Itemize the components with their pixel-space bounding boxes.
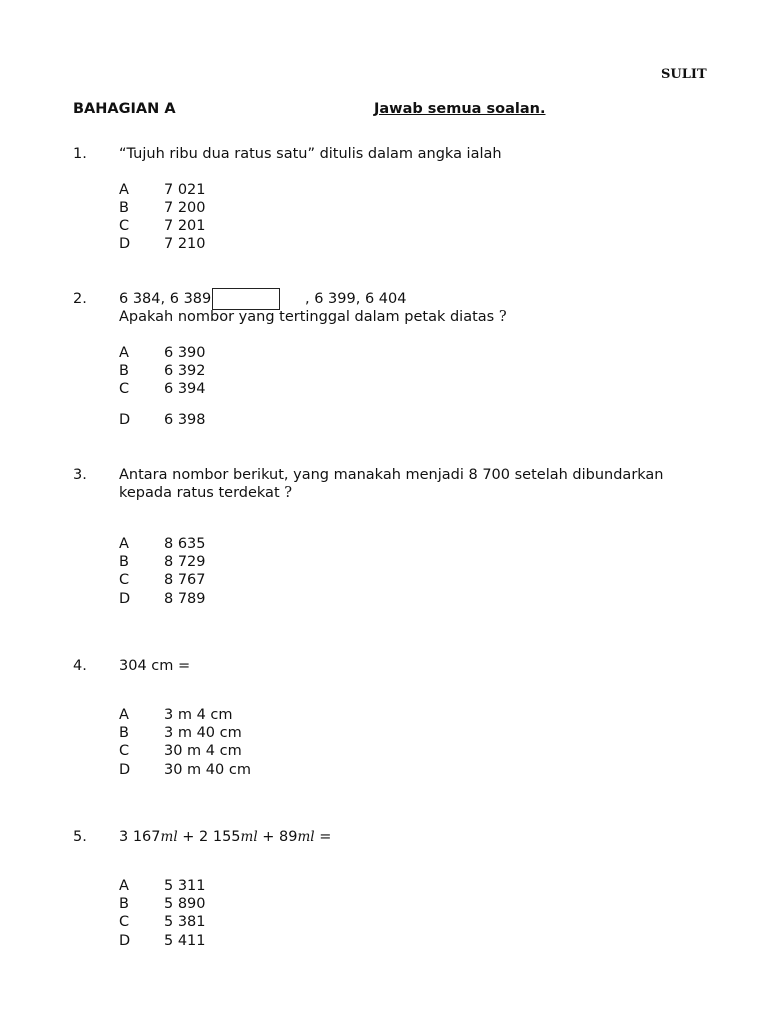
question-mark: ? bbox=[284, 485, 293, 501]
option-value: 8 789 bbox=[164, 591, 206, 607]
option-value: 8 729 bbox=[164, 554, 206, 570]
question-text: “Tujuh ribu dua ratus satu” ditulis dalam angka ialah bbox=[119, 146, 502, 162]
option-value: 6 394 bbox=[164, 381, 206, 397]
operand-1: 3 167 bbox=[119, 829, 161, 845]
option-letter: D bbox=[119, 933, 131, 949]
question-number: 3. bbox=[73, 467, 87, 483]
instruction-text: Jawab semua soalan. bbox=[374, 101, 546, 117]
question-text-line-1: Antara nombor berikut, yang manakah menjadi 8 700 setelah dibundarkan bbox=[119, 467, 664, 483]
option-value: 5 311 bbox=[164, 878, 206, 894]
option-value: 6 392 bbox=[164, 363, 206, 379]
sequence-after: , 6 399, 6 404 bbox=[305, 291, 407, 307]
option-letter: C bbox=[119, 218, 130, 234]
option-letter: C bbox=[119, 914, 130, 930]
question-text bbox=[119, 308, 507, 326]
option-value: 8 767 bbox=[164, 572, 206, 588]
option-letter: D bbox=[119, 236, 131, 252]
option-value: 5 381 bbox=[164, 914, 206, 930]
option-value: 6 390 bbox=[164, 345, 206, 361]
section-title: BAHAGIAN A bbox=[73, 101, 176, 117]
option-letter: C bbox=[119, 572, 130, 588]
unit-ml: ml bbox=[160, 829, 178, 845]
option-letter: C bbox=[119, 381, 130, 397]
option-value: 7 210 bbox=[164, 236, 206, 252]
question-text bbox=[119, 828, 331, 846]
option-value: 5 411 bbox=[164, 933, 206, 949]
option-value: 8 635 bbox=[164, 536, 206, 552]
option-letter: A bbox=[119, 878, 129, 894]
option-letter: B bbox=[119, 363, 129, 379]
question-number: 2. bbox=[73, 291, 87, 307]
option-letter: A bbox=[119, 536, 129, 552]
option-value: 7 200 bbox=[164, 200, 206, 216]
option-letter: D bbox=[119, 762, 131, 778]
option-letter: A bbox=[119, 182, 129, 198]
equals-sign: = bbox=[314, 829, 332, 845]
operand-3: + 89 bbox=[257, 829, 298, 845]
option-value: 3 m 40 cm bbox=[164, 725, 242, 741]
sulit-label: SULIT bbox=[661, 67, 707, 82]
option-value: 30 m 40 cm bbox=[164, 762, 251, 778]
option-letter: D bbox=[119, 591, 131, 607]
option-letter: D bbox=[119, 412, 131, 428]
question-number: 4. bbox=[73, 658, 87, 674]
option-letter: A bbox=[119, 707, 129, 723]
option-letter: B bbox=[119, 554, 129, 570]
operand-2: + 2 155 bbox=[177, 829, 241, 845]
option-letter: C bbox=[119, 743, 130, 759]
option-value: 30 m 4 cm bbox=[164, 743, 242, 759]
option-value: 7 201 bbox=[164, 218, 206, 234]
question-mark: ? bbox=[498, 309, 507, 325]
option-letter: B bbox=[119, 896, 129, 912]
question-number: 5. bbox=[73, 829, 87, 845]
sequence-before: 6 384, 6 389 bbox=[119, 291, 212, 307]
option-value: 5 890 bbox=[164, 896, 206, 912]
option-letter: A bbox=[119, 345, 129, 361]
question-number: 1. bbox=[73, 146, 87, 162]
option-value: 3 m 4 cm bbox=[164, 707, 233, 723]
unit-ml: ml bbox=[297, 829, 315, 845]
question-text-main: kepada ratus terdekat bbox=[119, 485, 280, 501]
option-value: 6 398 bbox=[164, 412, 206, 428]
question-text: 304 cm = bbox=[119, 658, 191, 674]
option-letter: B bbox=[119, 200, 129, 216]
option-letter: B bbox=[119, 725, 129, 741]
option-value: 7 021 bbox=[164, 182, 206, 198]
unit-ml: ml bbox=[240, 829, 258, 845]
question-text-main: Apakah nombor yang tertinggal dalam petak diatas bbox=[119, 309, 495, 325]
question-text-line-2 bbox=[119, 484, 292, 502]
missing-number-box bbox=[212, 288, 280, 310]
